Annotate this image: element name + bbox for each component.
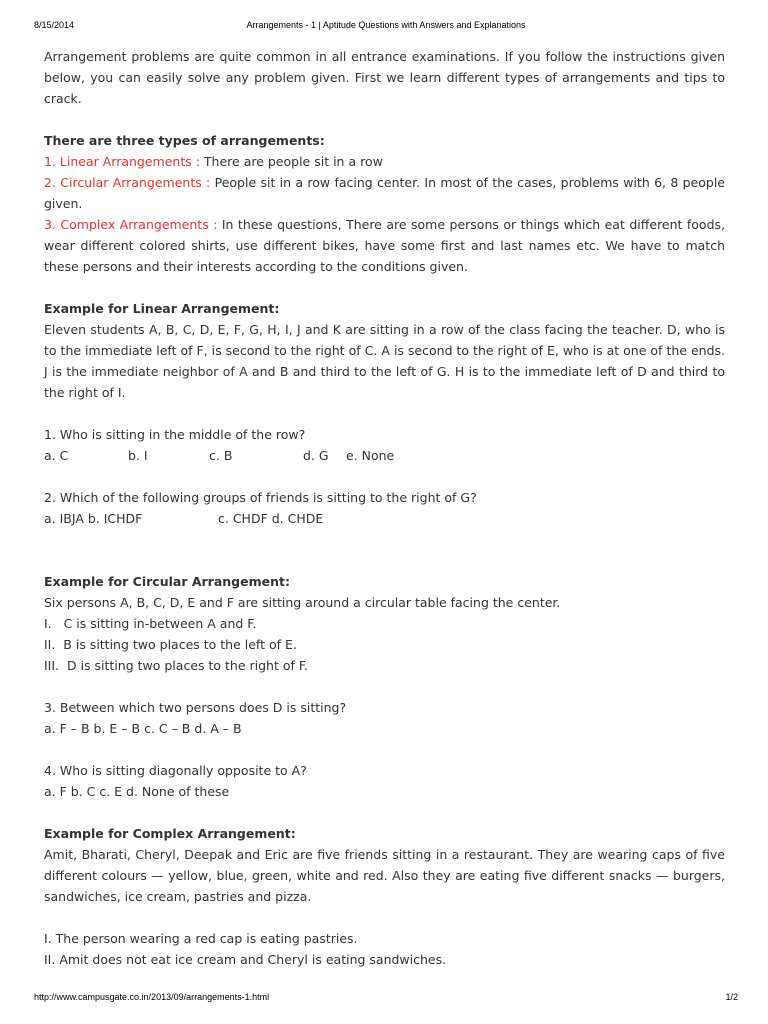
q1-option-e: e. None xyxy=(346,448,395,463)
complex-condition-2: II. Amit does not eat ice cream and Cheryl is eating sandwiches. xyxy=(44,952,447,967)
question-2: 2. Which of the following groups of friends is sitting to the right of G? xyxy=(44,490,477,505)
type-text-linear: There are people sit in a row xyxy=(199,154,383,169)
q2-options-cd: c. CHDF d. CHDE xyxy=(218,511,324,526)
print-header xyxy=(34,20,738,32)
complex-text: Amit, Bharati, Cheryl, Deepak and Eric are five friends sitting in a restaurant. They are wearing caps of five different colours — yellow, blue, green, white and red. Also they are eating five different snacks — burgers, sandwiches, ice cream, pastries and pizza. xyxy=(44,847,725,904)
circular-condition-2: II. B is sitting two places to the left of E. xyxy=(44,637,297,652)
type-label-circular: 2. Circular Arrangements : xyxy=(44,175,211,190)
q1-option-d: d. G xyxy=(303,448,329,463)
print-date: 8/15/2014 xyxy=(34,20,75,30)
complex-condition-1: I. The person wearing a red cap is eating pastries. xyxy=(44,931,358,946)
question-3-options: a. F – B b. E – B c. C – B d. A – B xyxy=(44,721,242,736)
print-title: Arrangements - 1 | Aptitude Questions with Answers and Explanations xyxy=(246,20,526,30)
q1-option-c: c. B xyxy=(209,448,233,463)
circular-condition-1: I. C is sitting in-between A and F. xyxy=(44,616,257,631)
type-label-complex: 3. Complex Arrangements : xyxy=(44,217,218,232)
circular-condition-3: III. D is sitting two places to the right of F. xyxy=(44,658,309,673)
linear-text: Eleven students A, B, C, D, E, F, G, H, I, J and K are sitting in a row of the class facing the teacher. D, who is to the immediate left of F, is second to the right of C. A is second to the right of E, who is at one of the ends. J is the immediate neighbor of A and B and third to the left of G. H is to the immediate left of D and third to the right of I. xyxy=(44,322,725,400)
question-2-options xyxy=(44,508,725,529)
q2-options-ab: a. IBJA b. ICHDF xyxy=(44,511,143,526)
question-4-options: a. F b. C c. E d. None of these xyxy=(44,784,230,799)
type-item-complex xyxy=(44,214,725,277)
type-item-circular xyxy=(44,172,725,214)
page-number: 1/2 xyxy=(725,992,738,1002)
print-url: http://www.campusgate.co.in/2013/09/arrangements-1.html xyxy=(34,992,270,1002)
complex-heading: Example for Complex Arrangement: xyxy=(44,826,296,841)
q1-option-a: a. C xyxy=(44,448,69,463)
q1-option-b: b. I xyxy=(128,448,148,463)
circular-text: Six persons A, B, C, D, E and F are sitting around a circular table facing the center. xyxy=(44,595,561,610)
article-body xyxy=(44,46,725,970)
question-3: 3. Between which two persons does D is sitting? xyxy=(44,700,347,715)
question-4: 4. Who is sitting diagonally opposite to A? xyxy=(44,763,307,778)
type-text-circular: People sit in a row facing center. In most of the cases, problems with 6, 8 people given. xyxy=(44,175,725,211)
type-label-linear: 1. Linear Arrangements : xyxy=(44,154,200,169)
print-footer xyxy=(34,992,738,1004)
circular-heading: Example for Circular Arrangement: xyxy=(44,574,290,589)
question-1-options xyxy=(44,445,725,466)
linear-heading: Example for Linear Arrangement: xyxy=(44,301,280,316)
types-heading: There are three types of arrangements: xyxy=(44,133,325,148)
type-item-linear xyxy=(44,151,725,172)
intro-paragraph: Arrangement problems are quite common in all entrance examinations. If you follow the instructions given below, you can easily solve any problem given. First we learn different types of arrangements and tips to crack. xyxy=(44,49,725,106)
type-text-complex: In these questions, There are some persons or things which eat different foods, wear different colored shirts, use different bikes, have some first and last names etc. We have to match these persons and their interests according to the conditions given. xyxy=(44,217,725,274)
question-1: 1. Who is sitting in the middle of the row? xyxy=(44,427,306,442)
